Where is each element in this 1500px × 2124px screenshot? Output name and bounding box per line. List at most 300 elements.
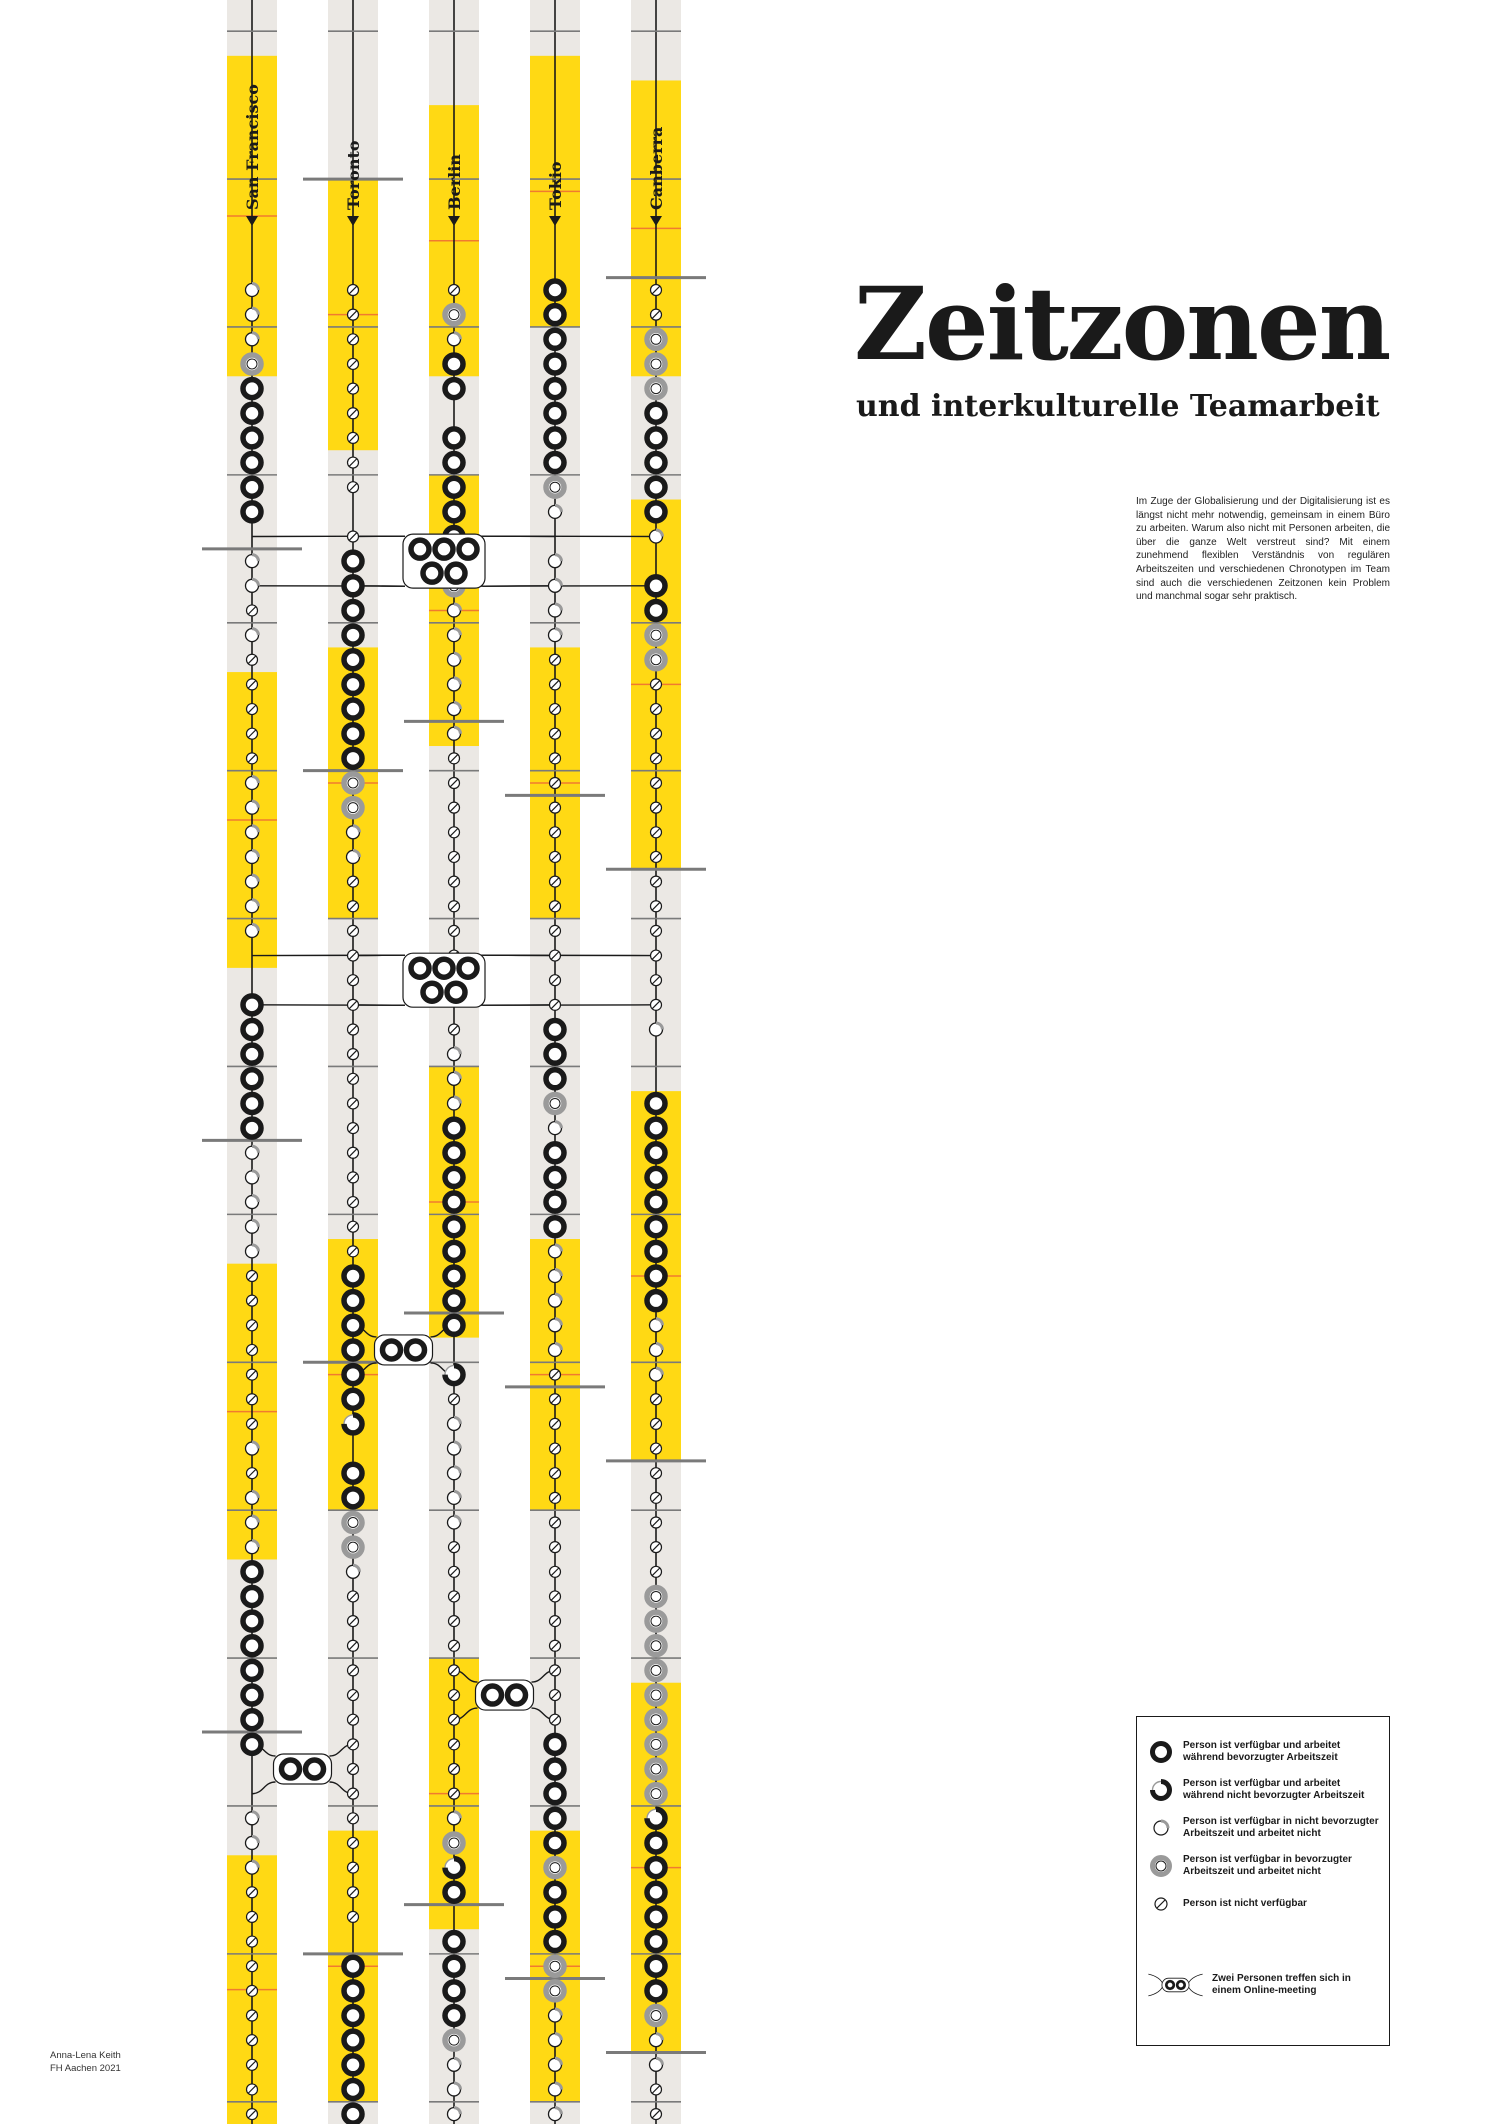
legend-item (1149, 1851, 1381, 1881)
timeslot-symbol (247, 654, 258, 665)
timeslot-symbol (445, 1267, 463, 1285)
working-icon (546, 1070, 564, 1088)
timeslot-symbol (647, 1119, 665, 1137)
city-label-hitbox (240, 125, 264, 225)
timeslot-symbol (647, 1711, 665, 1729)
timeslot-symbol (243, 380, 261, 398)
timeslot-symbol (348, 432, 359, 443)
working-icon (546, 454, 564, 472)
timeslot-symbol (651, 285, 662, 296)
timeslot-symbol (348, 925, 359, 936)
timeslot-symbol (243, 404, 261, 422)
timeslot-symbol (550, 1714, 561, 1725)
credits (50, 2049, 121, 2075)
credit-institution: FH Aachen 2021 (50, 2063, 121, 2074)
working-icon (647, 601, 665, 619)
timeslot-symbol (550, 950, 561, 961)
timeslot-symbol (549, 629, 562, 642)
timeslot-symbol (647, 651, 665, 669)
timeslot-symbol (348, 1147, 359, 1158)
meeting-participant (484, 1686, 502, 1704)
timeslot-symbol (344, 651, 362, 669)
timeslot-symbol (344, 601, 362, 619)
timeslot-symbol (549, 555, 562, 568)
preferred-available-core (651, 334, 661, 344)
working-icon (344, 2056, 362, 2074)
timeslot-symbol (550, 1443, 561, 1454)
timeslot-symbol (550, 753, 561, 764)
timeslot-symbol (449, 1616, 460, 1627)
timeslot-symbol (348, 975, 359, 986)
timeslot-symbol (448, 678, 461, 691)
working-icon (445, 1292, 463, 1310)
timeslot-symbol (651, 876, 662, 887)
working-icon (546, 1809, 564, 1827)
timeslot-symbol (247, 1271, 258, 1282)
legend (1136, 1716, 1390, 2046)
timeslot-symbol (546, 1908, 564, 1926)
timeslot-symbol (647, 330, 665, 348)
timeslot-symbol (344, 1464, 362, 1482)
timeslot-symbol (546, 1982, 564, 2000)
timeslot-symbol (348, 1862, 359, 1873)
meeting-participant (383, 1341, 401, 1359)
timeslot-symbol (246, 1516, 259, 1529)
working-icon (445, 1193, 463, 1211)
meeting-participant (411, 959, 429, 977)
timeslot-symbol (348, 1788, 359, 1799)
timeslot-symbol (550, 876, 561, 887)
timeslot-symbol (247, 2084, 258, 2095)
working-icon (344, 675, 362, 693)
timeslot-symbol (445, 1218, 463, 1236)
timeslot-symbol (445, 1242, 463, 1260)
timeslot-symbol (348, 1887, 359, 1898)
timeslot-symbol (344, 1267, 362, 1285)
timeslot-symbol (243, 1119, 261, 1137)
timeslot-symbol (344, 2105, 362, 2123)
timeslot-symbol (546, 1760, 564, 1778)
timeslot-symbol (247, 1369, 258, 1380)
working-icon (383, 1341, 401, 1359)
timeslot-symbol (243, 1711, 261, 1729)
city-label-hitbox (543, 125, 567, 225)
timeslot-symbol (243, 355, 261, 373)
timeslot-symbol (651, 1517, 662, 1528)
working-icon (344, 1316, 362, 1334)
timeslot-symbol (546, 478, 564, 496)
timeslot-symbol (445, 1957, 463, 1975)
timeslot-symbol (445, 454, 463, 472)
timeslot-symbol (448, 2058, 461, 2071)
timeslot-symbol (247, 2109, 258, 2120)
timeslot-symbol (651, 1542, 662, 1553)
timeslot-symbol (344, 626, 362, 644)
timeslot-symbol (647, 1587, 665, 1605)
timeslot-symbol (246, 1861, 259, 1874)
timeslot-symbol (550, 1665, 561, 1676)
timeslot-symbol (651, 1394, 662, 1405)
timeslot-symbol (550, 1542, 561, 1553)
timeslot-symbol (246, 1196, 259, 1209)
preferred-available-core (449, 310, 459, 320)
timeslot-symbol (344, 1366, 362, 1384)
timeslot-symbol (647, 1637, 665, 1655)
timeslot-symbol (246, 850, 259, 863)
working-icon (445, 429, 463, 447)
timeslot-symbol (549, 2009, 562, 2022)
working-icon (647, 454, 665, 472)
working-icon (647, 1119, 665, 1137)
timeslot-symbol (246, 629, 259, 642)
preferred-available-core (348, 1518, 358, 1528)
meeting-participant (459, 959, 477, 977)
timeslot-symbol (246, 900, 259, 913)
timeslot-symbol (247, 1911, 258, 1922)
working-icon (445, 1144, 463, 1162)
timeslot-symbol (348, 1690, 359, 1701)
timeslot-symbol (448, 1467, 461, 1480)
preferred-available-core (651, 1616, 661, 1626)
timeslot-symbol (647, 503, 665, 521)
working-icon (243, 404, 261, 422)
timeslot-symbol (651, 1566, 662, 1577)
online-meeting (375, 1335, 433, 1365)
timeslot-symbol (247, 1295, 258, 1306)
timeslot-symbol (348, 408, 359, 419)
working-icon (344, 1982, 362, 2000)
legend-meeting-label: Zwei Personen treffen sich in einem Online-meeting (1211, 1973, 1351, 1996)
timeslot-symbol (549, 579, 562, 592)
page-title: Zeitzonen (854, 265, 1390, 383)
timeslot-symbol (344, 552, 362, 570)
working-icon (546, 1021, 564, 1039)
timeslot-symbol (549, 1122, 562, 1135)
timeslot-symbol (549, 1319, 562, 1332)
working-icon (647, 429, 665, 447)
working-icon (546, 1735, 564, 1753)
timeslot-symbol (448, 1491, 461, 1504)
working-icon (647, 1144, 665, 1162)
timeslot-symbol (348, 901, 359, 912)
preferred-available-core (651, 2011, 661, 2021)
timeslot-symbol (647, 1193, 665, 1211)
working-icon (445, 503, 463, 521)
timeslot-symbol (344, 577, 362, 595)
timeslot-symbol (449, 876, 460, 887)
working-icon (647, 1957, 665, 1975)
timeslot-symbol (344, 1489, 362, 1507)
timeslot-symbol (651, 679, 662, 690)
timeslot-symbol (549, 2034, 562, 2047)
preferred-available-core (651, 630, 661, 640)
timeslot-symbol (650, 2058, 663, 2071)
working-icon (243, 1021, 261, 1039)
timeslot-symbol (348, 1665, 359, 1676)
timeslot-symbol (246, 579, 259, 592)
timeslot-symbol (247, 728, 258, 739)
working-icon (447, 564, 465, 582)
timeslot-symbol (550, 778, 561, 789)
legend-item (1149, 1889, 1381, 1919)
timeslot-symbol (449, 1739, 460, 1750)
working-icon (243, 1094, 261, 1112)
timeslot-symbol (348, 1813, 359, 1824)
timeslot-symbol (651, 802, 662, 813)
timeslot-symbol (445, 1366, 463, 1384)
working-icon (445, 1316, 463, 1334)
preferred-available-core (550, 1961, 560, 1971)
timeslot-symbol (246, 1491, 259, 1504)
timeslot-symbol (348, 950, 359, 961)
timeslot-symbol (347, 850, 360, 863)
timeslot-symbol (247, 1468, 258, 1479)
timeslot-symbol (344, 2080, 362, 2098)
timeslot-symbol (651, 2084, 662, 2095)
timeslot-symbol (550, 1566, 561, 1577)
intro-text: Im Zuge der Globalisierung und der Digitalisierung ist es längst nicht mehr notwendig, gemeinsam in einem Büro zu arbeiten. Warum also nicht mit Personen arbeiten, die über die ganze Welt verstreut sind? Mit einem zunehmend flexiblen Verständnis von regulären Arbeitszeiten und verschiedenen Chronotypen im Team sind auch die verschiedenen Zeitzonen kein Problem und manchmal sogar sehr praktisch. (1136, 496, 1390, 603)
timeslot-symbol (650, 2034, 663, 2047)
working-icon (484, 1686, 502, 1704)
timeslot-symbol (647, 1094, 665, 1112)
timeslot-symbol (247, 1985, 258, 1996)
timeslot-symbol (449, 1714, 460, 1725)
timeslot-symbol (348, 1073, 359, 1084)
timeslot-symbol (448, 1417, 461, 1430)
preferred-available-core (550, 1986, 560, 1996)
timeslot-symbol (546, 1094, 564, 1112)
timeslot-symbol (348, 482, 359, 493)
timeslot-symbol (546, 1021, 564, 1039)
working-icon (344, 2080, 362, 2098)
city-label-hitbox (644, 125, 668, 225)
working-icon (647, 1982, 665, 2000)
working-icon (459, 540, 477, 558)
timeslot-symbol (449, 1394, 460, 1405)
timeslot-symbol (546, 1883, 564, 1901)
working-icon (445, 1218, 463, 1236)
timeslot-symbol (348, 1172, 359, 1183)
working-icon (546, 380, 564, 398)
timeslot-symbol (651, 309, 662, 320)
timeslot-symbol (550, 851, 561, 862)
working-icon (647, 1908, 665, 1926)
working-icon (344, 749, 362, 767)
timeslot-symbol (647, 404, 665, 422)
timeslot-symbol (348, 285, 359, 296)
timeslot-symbol (243, 1661, 261, 1679)
legend-item (1149, 1775, 1381, 1805)
timeslot-symbol (344, 675, 362, 693)
timeslot-symbol (448, 727, 461, 740)
timeslot-symbol (348, 1197, 359, 1208)
timeslot-symbol (243, 503, 261, 521)
timeslot-symbol (651, 2109, 662, 2120)
timeslot-symbol (243, 1094, 261, 1112)
timeslot-symbol (445, 2007, 463, 2025)
timeslot-symbol (650, 1343, 663, 1356)
working-icon (344, 725, 362, 743)
timeslot-symbol (550, 704, 561, 715)
working-icon (344, 626, 362, 644)
timeslot-symbol (246, 1245, 259, 1258)
preferred-available-core (247, 359, 257, 369)
working-icon (546, 1168, 564, 1186)
timeslot-symbol (650, 1319, 663, 1332)
timeslot-symbol (243, 429, 261, 447)
working-icon (243, 1735, 261, 1753)
online-meeting (476, 1680, 534, 1710)
working-icon (344, 601, 362, 619)
timeslot-symbol (651, 851, 662, 862)
timeslot-symbol (445, 355, 463, 373)
timeslot-symbol (449, 1665, 460, 1676)
timeslot-symbol (445, 1933, 463, 1951)
timeslot-symbol (651, 901, 662, 912)
working-icon (546, 1785, 564, 1803)
preferred-available-core (348, 803, 358, 813)
working-icon (344, 2007, 362, 2025)
working-icon (546, 1045, 564, 1063)
working-icon (243, 1612, 261, 1630)
working-icon (411, 540, 429, 558)
timeslot-symbol (449, 802, 460, 813)
working-icon (647, 478, 665, 496)
timeslot-symbol (348, 309, 359, 320)
timeslot-symbol (347, 826, 360, 839)
working-icon (647, 1242, 665, 1260)
timeslot-symbol (448, 653, 461, 666)
timeslot-symbol (247, 2035, 258, 2046)
working-icon (508, 1686, 526, 1704)
timeslot-symbol (647, 1809, 665, 1827)
timeslot-symbol (247, 2010, 258, 2021)
timeslot-symbol (546, 1193, 564, 1211)
working-icon (344, 2105, 362, 2123)
timeslot-symbol (647, 1859, 665, 1877)
working-icon (243, 429, 261, 447)
working-icon (546, 1908, 564, 1926)
timeslot-symbol (246, 555, 259, 568)
timeslot-symbol (550, 999, 561, 1010)
timeslot-symbol (647, 1834, 665, 1852)
timeslot-symbol (445, 1119, 463, 1137)
timeslot-symbol (546, 1957, 564, 1975)
meeting-participant (423, 983, 441, 1001)
timeslot-symbol (344, 2056, 362, 2074)
timeslot-symbol (651, 950, 662, 961)
working-icon (647, 404, 665, 422)
timeslot-symbol (550, 1591, 561, 1602)
timeslot-symbol (650, 530, 663, 543)
timeslot-symbol (247, 1887, 258, 1898)
timeslot-symbol (344, 1982, 362, 2000)
working-icon (282, 1760, 300, 1778)
timeslot-symbol (445, 2031, 463, 2049)
timeslot-symbol (647, 2007, 665, 2025)
timeslot-symbol (546, 1070, 564, 1088)
timeslot-symbol (348, 1098, 359, 1109)
timeslot-symbol (651, 999, 662, 1010)
working-icon (344, 1341, 362, 1359)
working-icon (445, 1168, 463, 1186)
timeslot-symbol (448, 703, 461, 716)
timeslot-symbol (348, 1739, 359, 1750)
working-icon (647, 1933, 665, 1951)
timeslot-symbol (647, 454, 665, 472)
timeslot-symbol (247, 605, 258, 616)
working-icon (445, 1119, 463, 1137)
timeslot-symbol (448, 629, 461, 642)
working-icon (344, 700, 362, 718)
timeslot-symbol (546, 380, 564, 398)
working-icon (546, 404, 564, 422)
online-meeting (403, 534, 485, 588)
timeslot-symbol (246, 777, 259, 790)
working-icon (546, 1834, 564, 1852)
timeslot-symbol (348, 1123, 359, 1134)
timeslot-symbol (549, 1245, 562, 1258)
preferred-available-core (651, 1665, 661, 1675)
timeslot-symbol (247, 1961, 258, 1972)
timeslot-symbol (348, 1640, 359, 1651)
timeslot-symbol (344, 1514, 362, 1532)
timeslot-symbol (344, 1292, 362, 1310)
timeslot-symbol (445, 380, 463, 398)
meeting-participant (282, 1760, 300, 1778)
working-icon (344, 651, 362, 669)
timeslot-symbol (247, 1394, 258, 1405)
timeslot-symbol (246, 1146, 259, 1159)
working-icon (445, 1242, 463, 1260)
working-icon (546, 1218, 564, 1236)
timeslot-symbol (445, 1859, 463, 1877)
preferred-available-core (651, 1591, 661, 1601)
timeslot-symbol (546, 454, 564, 472)
timeslot-symbol (549, 2108, 562, 2121)
working-icon (344, 2031, 362, 2049)
timeslot-symbol (550, 1418, 561, 1429)
working-icon (344, 1464, 362, 1482)
timeslot-symbol (546, 306, 564, 324)
timeslot-symbol (650, 1023, 663, 1036)
timeslot-symbol (449, 901, 460, 912)
timeslot-symbol (647, 429, 665, 447)
timeslot-symbol (344, 1390, 362, 1408)
working-icon (445, 454, 463, 472)
timeslot-symbol (449, 1764, 460, 1775)
timeslot-symbol (448, 333, 461, 346)
timeslot-symbol (550, 802, 561, 813)
working-icon (423, 564, 441, 582)
timeslot-symbol (546, 1834, 564, 1852)
legend-label: Person ist verfügbar und arbeitet während bevorzugter Arbeitszeit (1183, 1740, 1341, 1763)
timeslot-symbol (449, 778, 460, 789)
timeslot-symbol (348, 1714, 359, 1725)
timeslot-symbol (647, 601, 665, 619)
timeslot-symbol (546, 1735, 564, 1753)
timeslot-symbol (550, 679, 561, 690)
timeslot-symbol (348, 334, 359, 345)
timeslot-symbol (546, 1785, 564, 1803)
timeslot-symbol (651, 778, 662, 789)
timeslot-symbol (348, 1764, 359, 1775)
timeslot-symbol (546, 1045, 564, 1063)
working-icon (647, 503, 665, 521)
timeslot-symbol (550, 1517, 561, 1528)
working-icon (445, 1267, 463, 1285)
timeslot-symbol (445, 503, 463, 521)
